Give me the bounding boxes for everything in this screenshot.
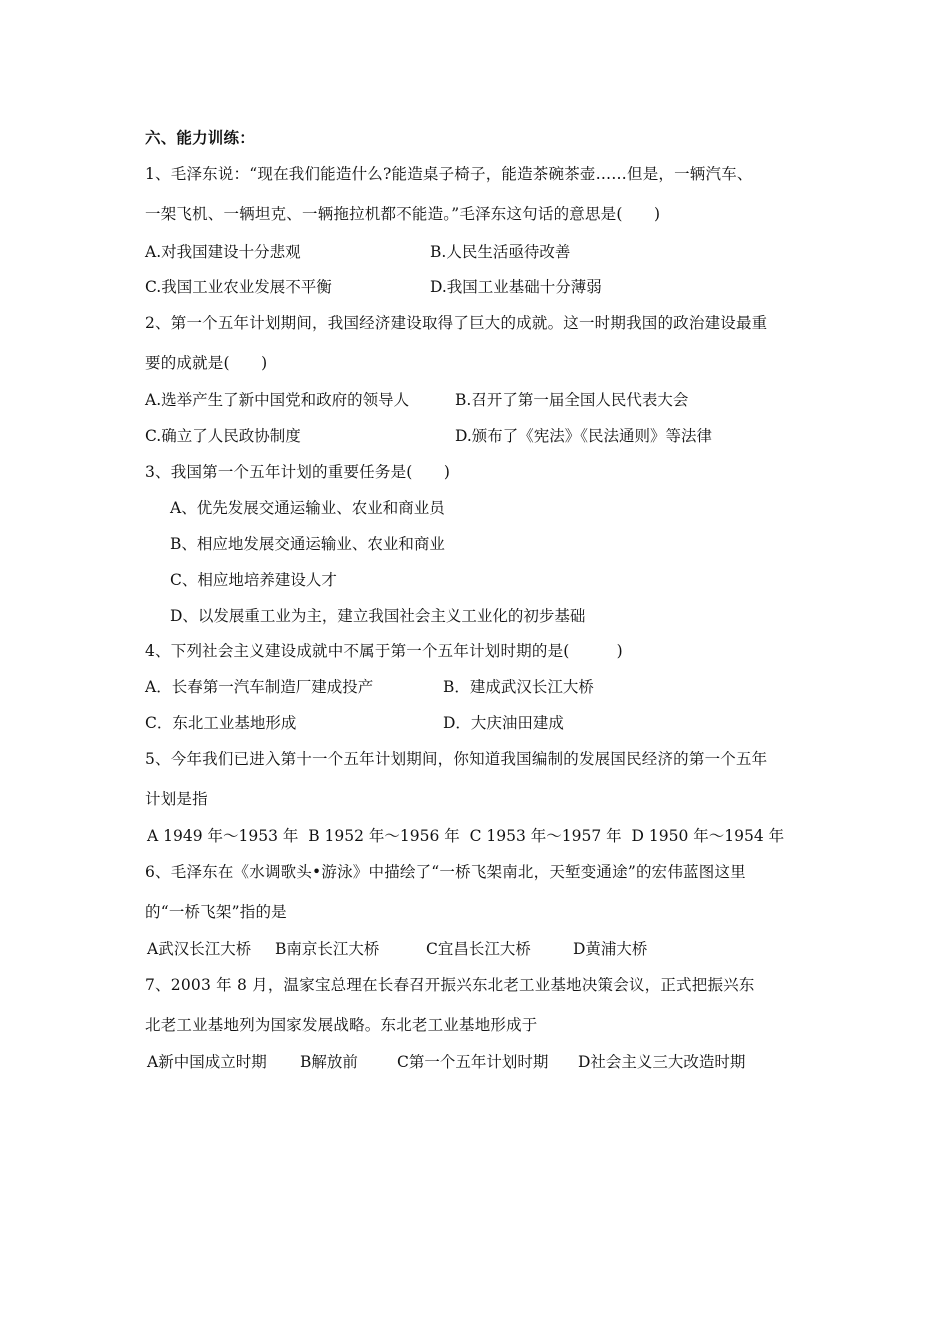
question-4-stem-line1: 4、下列社会主义建设成就中不属于第一个五年计划时期的是( ) [145,642,623,660]
question-4-option-d: D．大庆油田建成 [443,714,564,732]
question-4-option-c: C．东北工业基地形成 [145,714,297,732]
section-title: 六、能力训练： [145,129,255,147]
question-3-option-c: C、相应地培养建设人才 [170,571,337,589]
question-7-stem-line2: 北老工业基地列为国家发展战略。东北老工业基地形成于 [145,1016,538,1034]
question-2-option-b: B.召开了第一届全国人民代表大会 [455,391,689,409]
question-4-option-b: B．建成武汉长江大桥 [443,678,594,696]
question-5-options: A 1949 年～1953 年 B 1952 年～1956 年 C 1953 年～1957 年 D 1950 年～1954 年 [147,827,785,845]
question-2-option-d: D.颁布了《宪法》《民法通则》等法律 [455,427,713,445]
question-7-option-b: B解放前 [300,1053,358,1071]
question-2-option-a: A.选举产生了新中国党和政府的领导人 [145,391,410,409]
question-2-stem-line1: 2、第一个五年计划期间，我国经济建设取得了巨大的成就。这一时期我国的政治建设最重 [145,314,768,332]
question-3-option-b: B、相应地发展交通运输业、农业和商业 [170,535,445,553]
question-7-stem-line1: 7、2003 年 8 月，温家宝总理在长春召开振兴东北老工业基地决策会议，正式把振兴东 [145,976,755,994]
question-7-option-a: A新中国成立时期 [147,1053,267,1071]
question-2-stem-line2: 要的成就是( ) [145,354,268,372]
question-6-stem-line2: 的“一桥飞架”指的是 [145,903,287,921]
question-5-stem-line2: 计划是指 [145,790,208,808]
question-3-option-d: D、以发展重工业为主，建立我国社会主义工业化的初步基础 [170,607,586,625]
question-6-option-a: A武汉长江大桥 [147,940,252,958]
question-6-option-b: B南京长江大桥 [275,940,380,958]
question-1-option-c: C.我国工业农业发展不平衡 [145,278,332,296]
question-3-stem-line1: 3、我国第一个五年计划的重要任务是( ) [145,463,451,481]
question-3-option-a: A、优先发展交通运输业、农业和商业员 [170,499,445,517]
question-1-stem-line2: 一架飞机、一辆坦克、一辆拖拉机都不能造。”毛泽东这句话的意思是( ) [145,205,661,223]
question-6-stem-line1: 6、毛泽东在《水调歌头•游泳》中描绘了“一桥飞架南北，天堑变通途”的宏伟蓝图这里 [145,863,746,881]
question-7-option-c: C第一个五年计划时期 [397,1053,549,1071]
question-1-option-a: A.对我国建设十分悲观 [145,243,301,261]
question-1-option-d: D.我国工业基础十分薄弱 [430,278,602,296]
question-6-option-c: C宜昌长江大桥 [426,940,531,958]
question-1-option-b: B.人民生活亟待改善 [430,243,571,261]
question-2-option-c: C.确立了人民政协制度 [145,427,301,445]
question-7-option-d: D社会主义三大改造时期 [578,1053,746,1071]
question-4-option-a: A．长春第一汽车制造厂建成投产 [145,678,374,696]
question-1-stem-line1: 1、毛泽东说：“现在我们能造什么?能造桌子椅子，能造茶碗茶壶……但是，一辆汽车、 [145,165,753,183]
question-5-stem-line1: 5、今年我们已进入第十一个五年计划期间，你知道我国编制的发展国民经济的第一个五年 [145,750,768,768]
question-6-option-d: D黄浦大桥 [573,940,648,958]
